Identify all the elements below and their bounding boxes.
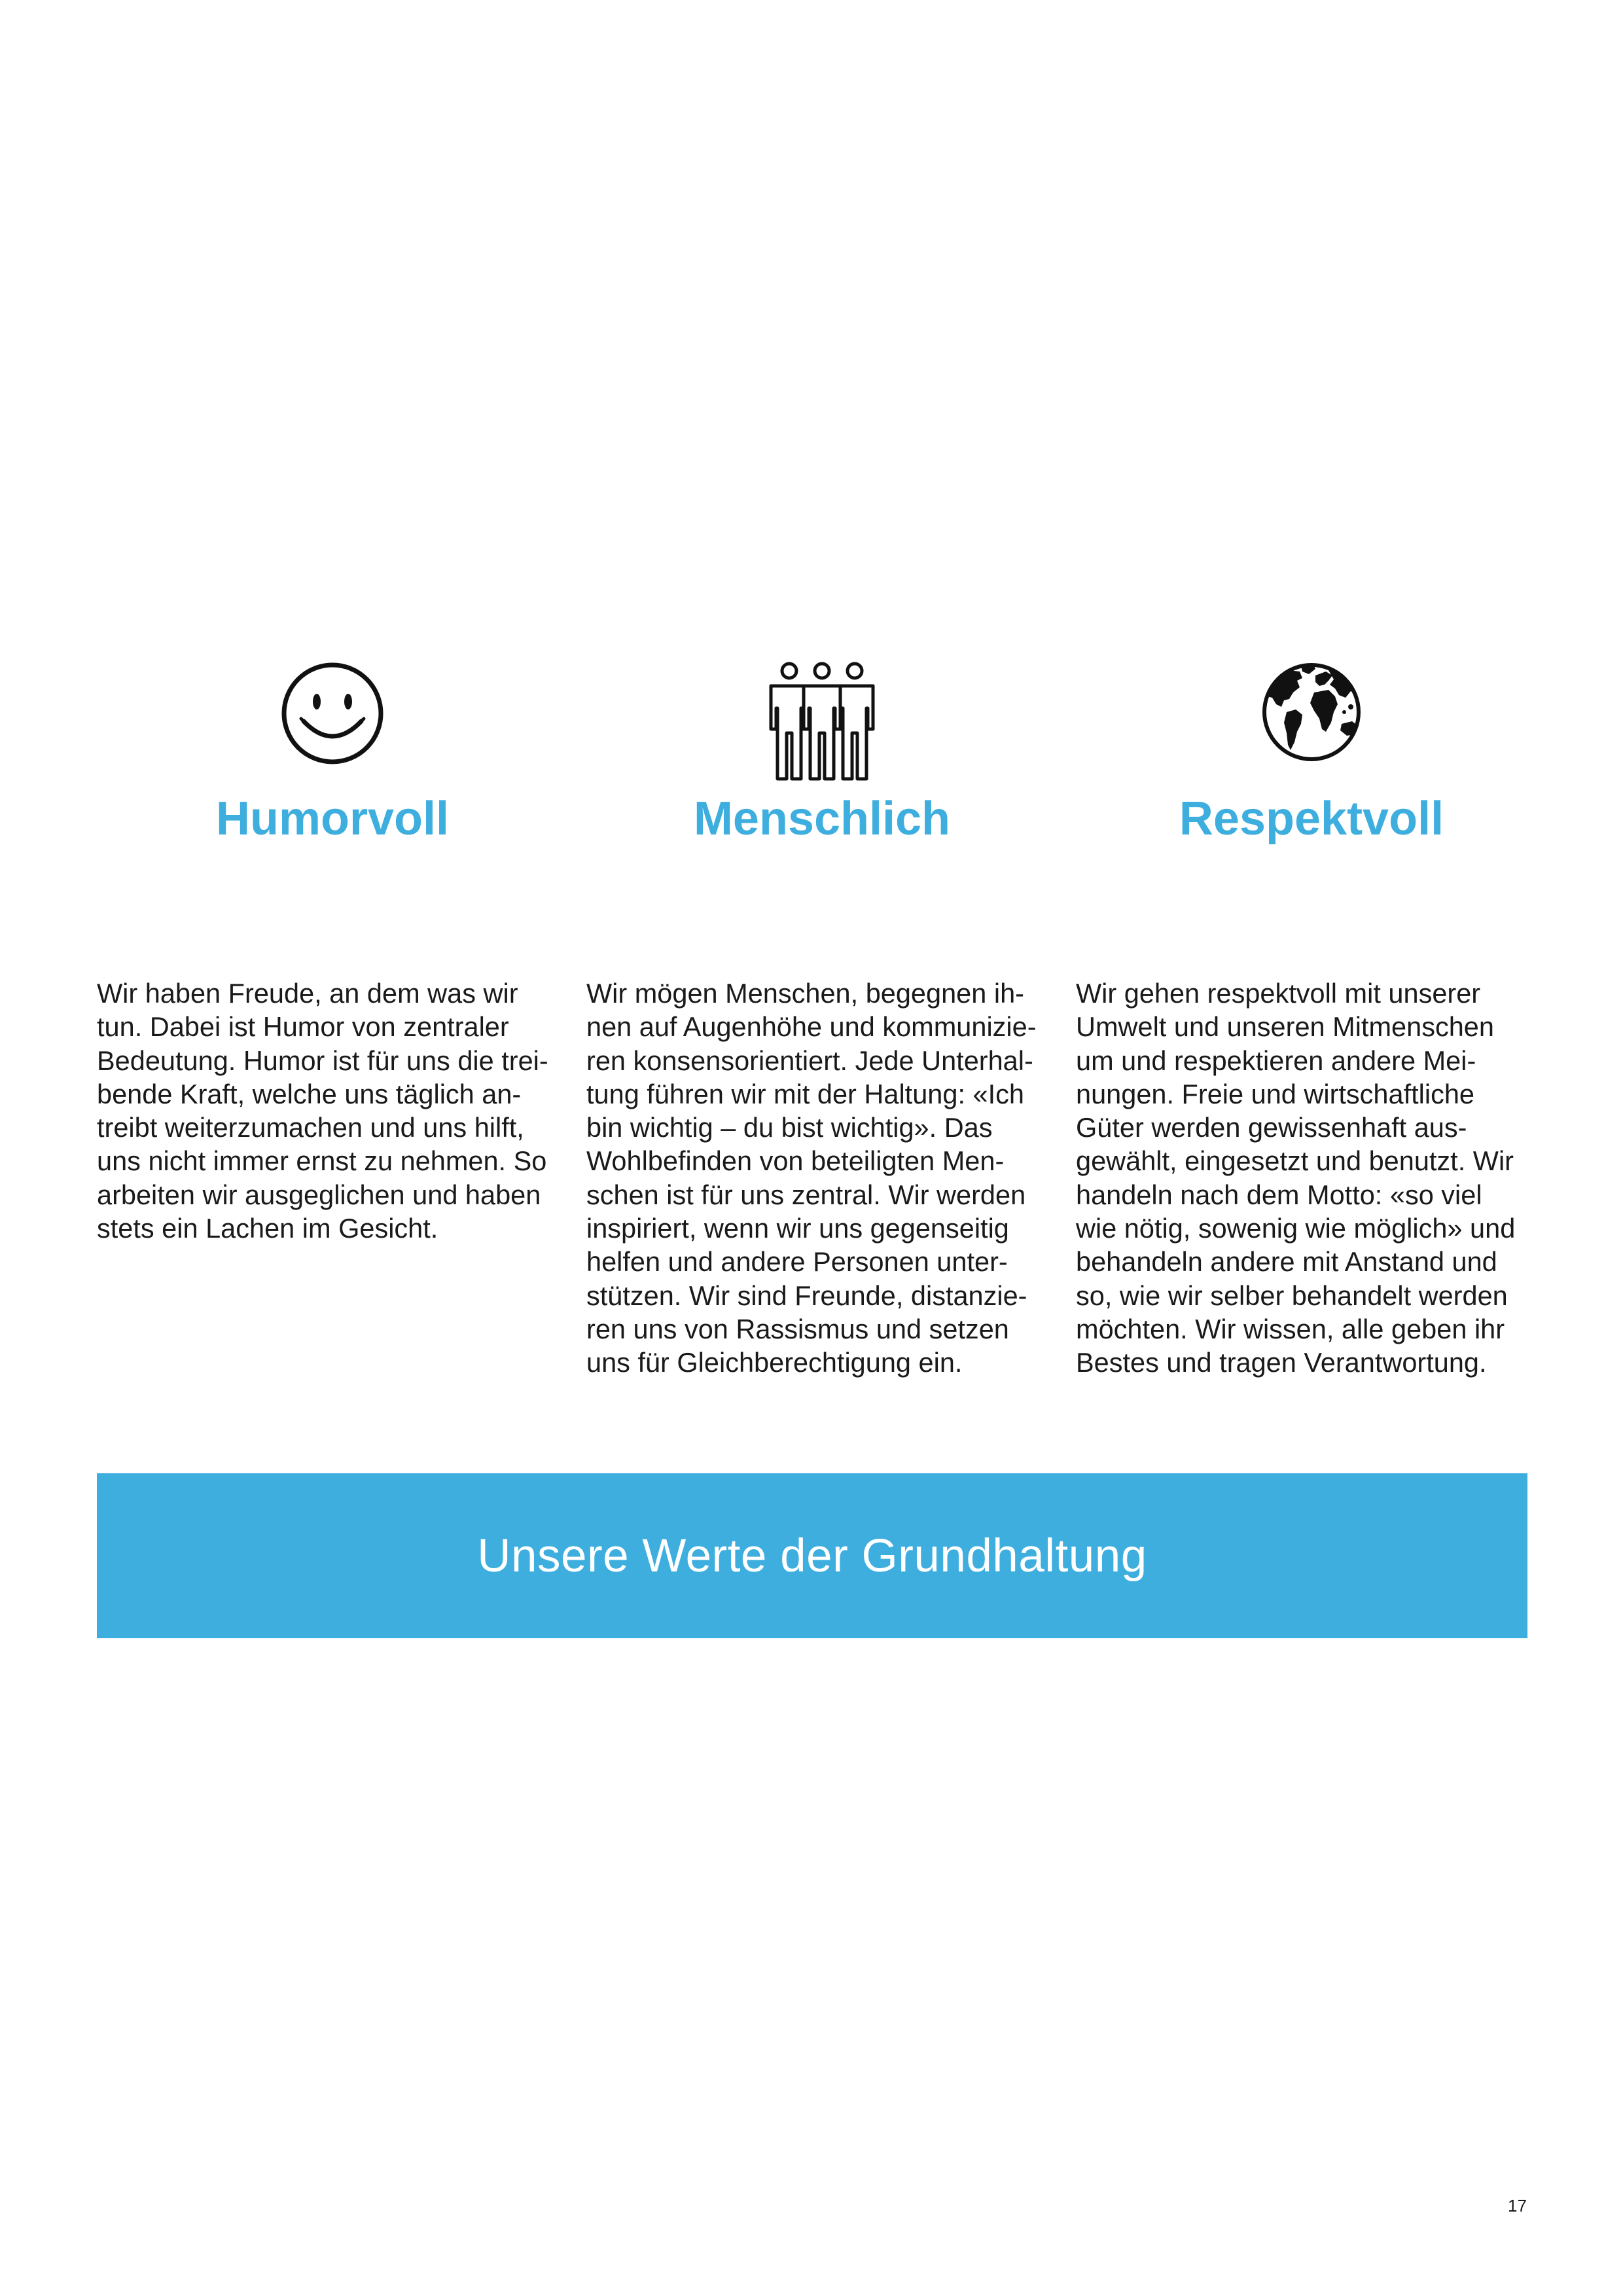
text-line: um und respektieren andere Mei- [1076, 1045, 1476, 1076]
column-text [586, 977, 1058, 1380]
section-banner [97, 1473, 1527, 1638]
text-line: Wir haben Freude, an dem was wir [97, 978, 518, 1009]
column-title: Humorvoll [215, 793, 450, 845]
text-line: handeln nach dem Motto: «so viel [1076, 1179, 1482, 1210]
value-column-humorvoll [97, 661, 568, 1244]
text-line: tung führen wir mit der Haltung: «Ich [586, 1078, 1024, 1109]
text-line: helfen und andere Personen unter- [586, 1246, 1008, 1278]
text-line: uns für Gleichberechtigung ein. [586, 1347, 963, 1378]
text-line: tun. Dabei ist Humor von zentraler [97, 1011, 509, 1043]
text-line: möchten. Wir wissen, alle geben ihr [1076, 1313, 1505, 1344]
text-line: gewählt, eingesetzt und benutzt. Wir [1076, 1145, 1514, 1177]
icon-container [1076, 661, 1547, 776]
text-line: Bedeutung. Humor ist für uns die trei- [97, 1045, 548, 1076]
icon-container [586, 661, 1058, 776]
text-line: bende Kraft, welche uns täglich an- [97, 1078, 522, 1109]
banner-title: Unsere Werte der Grundhaltung [477, 1530, 1147, 1582]
text-line: Wir gehen respektvoll mit unserer [1076, 978, 1481, 1009]
text-line: stets ein Lachen im Gesicht. [97, 1213, 438, 1244]
text-line: wie nötig, sowenig wie möglich» und [1076, 1213, 1516, 1244]
text-line: Wohlbefinden von beteiligten Men- [586, 1145, 1005, 1177]
column-text [97, 977, 568, 1245]
text-line: inspiriert, wenn wir uns gegenseitig [586, 1213, 1009, 1244]
text-line: Umwelt und unseren Mitmenschen [1076, 1011, 1494, 1043]
text-line: nen auf Augenhöhe und kommunizie- [586, 1011, 1037, 1043]
page-number: 17 [1508, 2196, 1527, 2215]
value-column-respektvoll [1076, 661, 1547, 1378]
column-title: Menschlich [693, 793, 951, 845]
text-line: nungen. Freie und wirtschaftliche [1076, 1078, 1475, 1109]
text-line: behandeln andere mit Anstand und [1076, 1246, 1497, 1278]
text-line: Güter werden gewissenhaft aus- [1076, 1112, 1467, 1143]
text-line: Wir mögen Menschen, begegnen ih- [586, 978, 1024, 1009]
people-group-icon [766, 661, 878, 785]
text-line: so, wie wir selber behandelt werden [1076, 1280, 1508, 1311]
text-line: uns nicht immer ernst zu nehmen. So [97, 1145, 547, 1177]
icon-container [97, 661, 568, 776]
text-line: arbeiten wir ausgeglichen und haben [97, 1179, 541, 1210]
text-line: bin wichtig – du bist wichtig». Das [586, 1112, 993, 1143]
column-title: Respektvoll [1179, 793, 1444, 845]
text-line: schen ist für uns zentral. Wir werden [586, 1179, 1026, 1210]
column-text [1076, 977, 1547, 1380]
text-line: ren konsensorientiert. Jede Unterhal- [586, 1045, 1033, 1076]
text-line: treibt weiterzumachen und uns hilft, [97, 1112, 524, 1143]
value-column-menschlich [586, 661, 1058, 1378]
text-line: Bestes und tragen Verantwortung. [1076, 1347, 1487, 1378]
globe-icon [1260, 661, 1363, 763]
smiley-icon [280, 661, 385, 766]
text-line: stützen. Wir sind Freunde, distanzie- [586, 1280, 1027, 1311]
text-line: ren uns von Rassismus und setzen [586, 1313, 1009, 1344]
